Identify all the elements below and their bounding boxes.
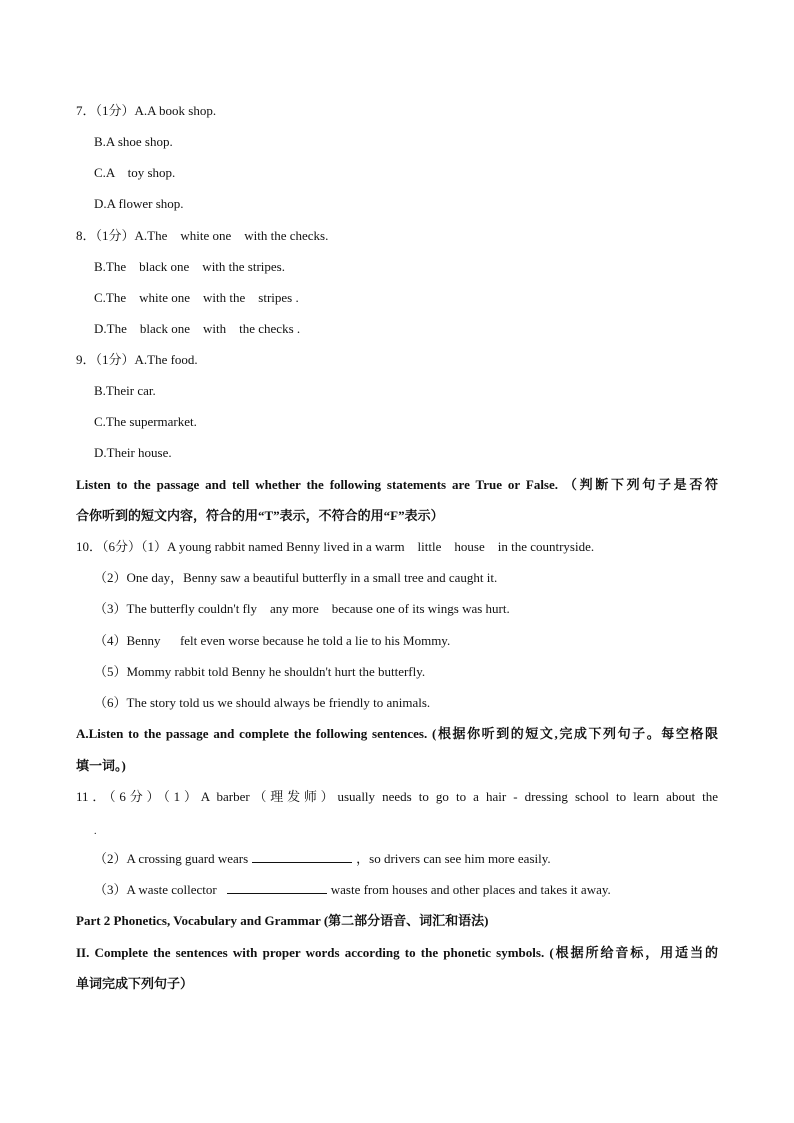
q8-option-b: B.The black one with the stripes. xyxy=(94,259,285,274)
section-tf-heading-line1: Listen to the passage and tell whether the following statements are True or False. （判断下列句子是否符 xyxy=(76,477,718,492)
section-tf-heading-line2: 合你听到的短文内容，符合的用“T”表示，不符合的用“F”表示） xyxy=(76,508,444,523)
q9-option-d: D.Their house. xyxy=(94,445,172,460)
q10-item-4: （4）Benny felt even worse because he told a lie to his Mommy. xyxy=(94,633,451,648)
q10-item-2: （2）One day，Benny saw a beautiful butterfly in a small tree and caught it. xyxy=(94,570,498,585)
q11-item-2-after: ，so drivers can see him more easily. xyxy=(356,851,551,866)
q7-option-d: D.A flower shop. xyxy=(94,196,184,211)
q11-item-2-before: （2）A crossing guard wears xyxy=(94,851,249,866)
q11-item-2-blank[interactable] xyxy=(252,851,352,863)
q11-item-3-before: （3）A waste collector xyxy=(94,882,217,897)
q8-option-d: D.The black one with the checks . xyxy=(94,321,301,336)
q11-item-2 xyxy=(94,851,551,867)
q7-option-c: C.A toy shop. xyxy=(94,165,176,180)
part2-title: Part 2 Phonetics, Vocabulary and Grammar (第二部分语音、词汇和语法) xyxy=(76,913,489,928)
q10-stem: 10．（6分）（1）A young rabbit named Benny lived in a warm little house in the countryside. xyxy=(76,539,595,554)
q11-stem: 11．（6分）（1）A barber（理发师）usually needs to go to a hair - dressing school to learn about the xyxy=(76,789,718,804)
q7-stem: 7．（1分）A.A book shop. xyxy=(76,103,217,118)
q8-stem: 8．（1分）A.The white one with the checks. xyxy=(76,228,329,243)
q10-item-6: （6）The story told us we should always be friendly to animals. xyxy=(94,695,431,710)
q11-item-3-after: waste from houses and other places and takes it away. xyxy=(330,882,611,897)
section-phonetic-heading-line1: II. Complete the sentences with proper words according to the phonetic symbols. (根据所给音标，用适当的 xyxy=(76,945,718,960)
q11-item-3 xyxy=(94,882,611,898)
q10-item-5: （5）Mommy rabbit told Benny he shouldn't hurt the butterfly. xyxy=(94,664,426,679)
q8-option-c: C.The white one with the stripes . xyxy=(94,290,299,305)
q10-item-3: （3）The butterfly couldn't fly any more because one of its wings was hurt. xyxy=(94,601,510,616)
q9-stem: 9．（1分）A.The food. xyxy=(76,352,198,367)
q9-option-c: C.The supermarket. xyxy=(94,414,197,429)
q11-trailing-dot: . xyxy=(94,826,97,837)
section-complete-heading-line1: A.Listen to the passage and complete the following sentences. (根据你听到的短文,完成下列句子。每空格限 xyxy=(76,726,718,741)
section-complete-heading-line2: 填一词。) xyxy=(76,758,126,773)
section-phonetic-heading-line2: 单词完成下列句子） xyxy=(76,976,194,991)
q11-item-3-blank[interactable] xyxy=(227,882,327,894)
q7-option-b: B.A shoe shop. xyxy=(94,134,173,149)
q9-option-b: B.Their car. xyxy=(94,383,156,398)
